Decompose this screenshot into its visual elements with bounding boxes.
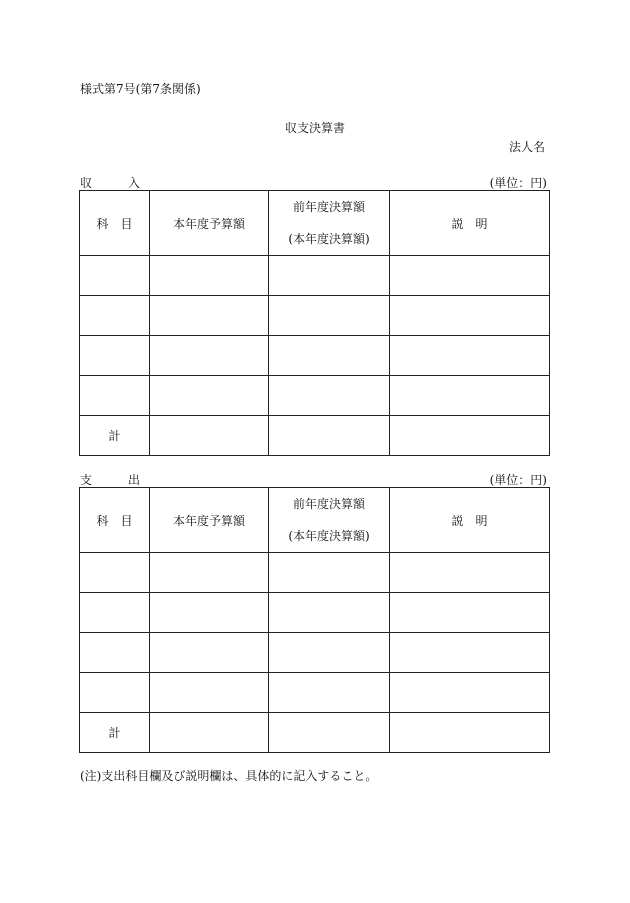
cell[interactable]	[269, 713, 390, 753]
cell[interactable]	[80, 593, 150, 633]
cell[interactable]	[390, 336, 550, 376]
cell[interactable]	[269, 593, 390, 633]
expense-row	[80, 593, 550, 633]
cell[interactable]	[269, 296, 390, 336]
cell[interactable]	[269, 256, 390, 296]
cell[interactable]	[150, 416, 269, 456]
cell[interactable]	[269, 553, 390, 593]
cell[interactable]	[150, 553, 269, 593]
cell[interactable]	[150, 593, 269, 633]
income-col-item: 科 目	[80, 191, 150, 256]
expense-col-previous-line2: (本年度決算額)	[288, 529, 370, 543]
expense-col-budget: 本年度予算額	[150, 488, 269, 553]
cell[interactable]	[80, 673, 150, 713]
cell[interactable]	[150, 296, 269, 336]
cell[interactable]	[269, 376, 390, 416]
cell[interactable]	[80, 553, 150, 593]
footnote: (注)支出科目欄及び説明欄は、具体的に記入すること。	[80, 769, 378, 783]
expense-heading: 支 出	[80, 473, 153, 487]
cell[interactable]	[150, 256, 269, 296]
document-title: 収支決算書	[284, 121, 345, 135]
cell[interactable]	[269, 336, 390, 376]
cell[interactable]	[390, 673, 550, 713]
cell[interactable]	[390, 553, 550, 593]
expense-total-row	[80, 713, 550, 753]
cell[interactable]	[150, 633, 269, 673]
expense-row	[80, 553, 550, 593]
cell[interactable]	[80, 336, 150, 376]
cell[interactable]	[390, 256, 550, 296]
income-row	[80, 296, 550, 336]
cell[interactable]	[390, 376, 550, 416]
cell[interactable]	[390, 296, 550, 336]
income-row	[80, 376, 550, 416]
expense-col-item: 科 目	[80, 488, 150, 553]
income-row	[80, 256, 550, 296]
cell[interactable]	[390, 593, 550, 633]
expense-col-explanation: 説 明	[390, 488, 550, 553]
corporation-name-label: 法人名	[508, 140, 545, 154]
income-table	[79, 190, 550, 456]
expense-col-previous-settlement	[269, 488, 390, 553]
cell[interactable]	[150, 336, 269, 376]
cell[interactable]	[80, 296, 150, 336]
income-col-previous-line1: 前年度決算額	[292, 200, 365, 214]
cell[interactable]	[269, 416, 390, 456]
expense-row	[80, 633, 550, 673]
form-number-label: 様式第7号(第7条関係)	[80, 82, 201, 96]
expense-total-label: 計	[80, 713, 150, 753]
cell[interactable]	[150, 713, 269, 753]
income-header-row	[80, 191, 550, 256]
cell[interactable]	[150, 376, 269, 416]
cell[interactable]	[80, 256, 150, 296]
cell[interactable]	[390, 713, 550, 753]
cell[interactable]	[269, 673, 390, 713]
income-col-explanation: 説 明	[390, 191, 550, 256]
cell[interactable]	[269, 633, 390, 673]
income-heading: 収 入	[80, 176, 153, 190]
income-col-previous-settlement	[269, 191, 390, 256]
expense-header-row	[80, 488, 550, 553]
income-total-label: 計	[80, 416, 150, 456]
income-total-row	[80, 416, 550, 456]
cell[interactable]	[80, 633, 150, 673]
cell[interactable]	[390, 633, 550, 673]
expense-row	[80, 673, 550, 713]
expense-col-previous-line1: 前年度決算額	[292, 497, 365, 511]
income-unit-label: (単位：円)	[489, 176, 547, 190]
expense-unit-label: (単位：円)	[489, 473, 547, 487]
cell[interactable]	[390, 416, 550, 456]
income-col-budget: 本年度予算額	[150, 191, 269, 256]
income-col-previous-line2: (本年度決算額)	[288, 232, 370, 246]
expense-table	[79, 487, 550, 753]
cell[interactable]	[80, 376, 150, 416]
income-row	[80, 336, 550, 376]
cell[interactable]	[150, 673, 269, 713]
